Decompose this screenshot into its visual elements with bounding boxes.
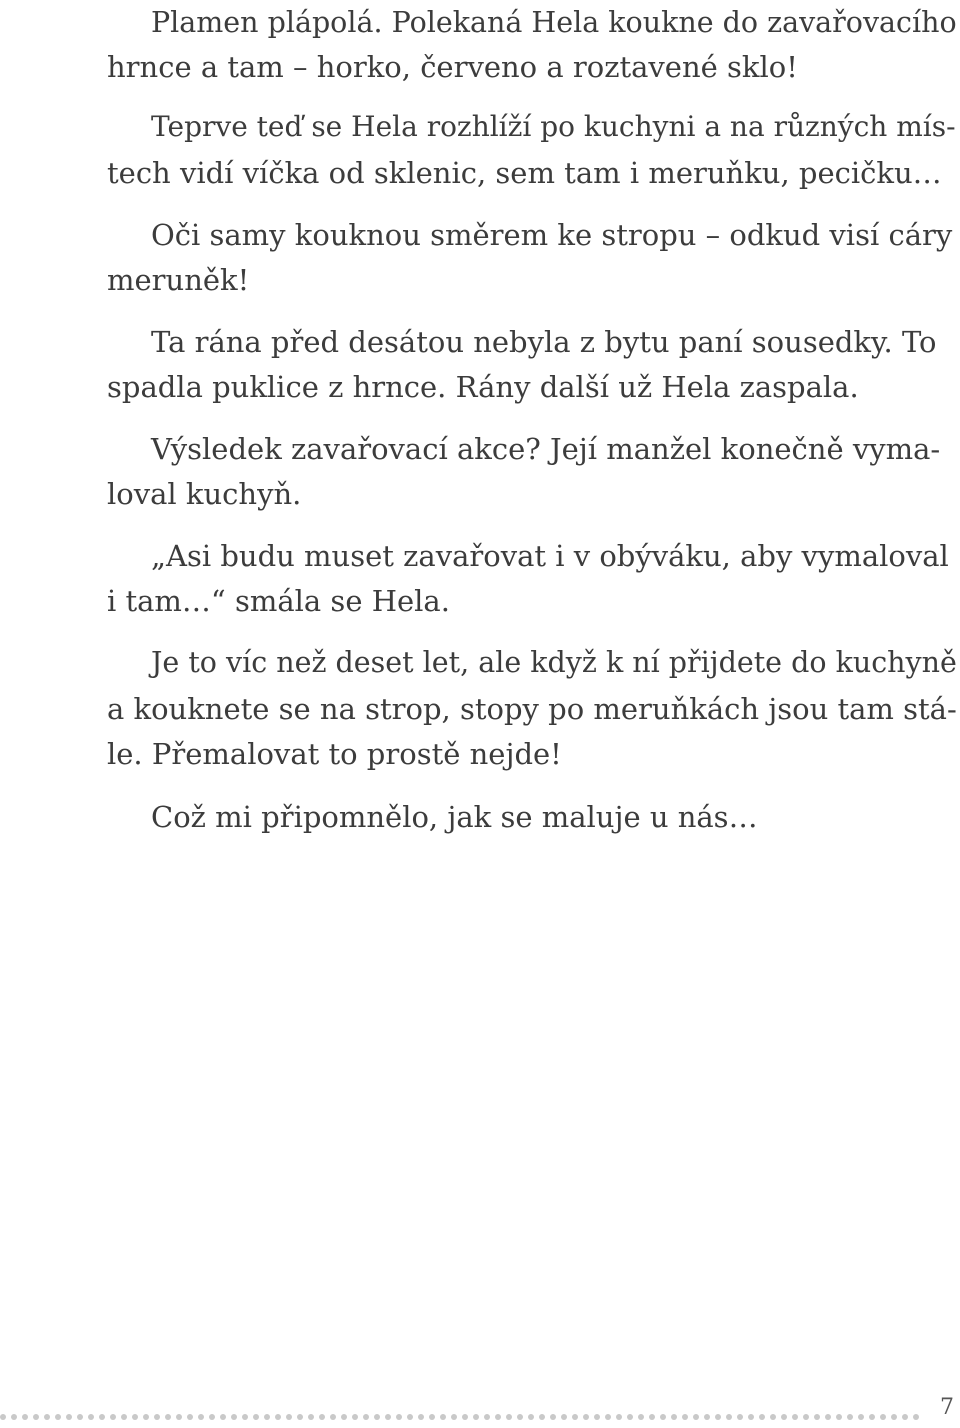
- footer-dot: [429, 1414, 435, 1420]
- footer-dot: [198, 1414, 204, 1420]
- footer-dot: [110, 1414, 116, 1420]
- footer-dot: [594, 1414, 600, 1420]
- footer-dot: [814, 1414, 820, 1420]
- footer-dot: [495, 1414, 501, 1420]
- text-line: tech vidí víčka od sklenic, sem tam i meruňku, pecičku…: [107, 156, 942, 190]
- footer-dot: [517, 1414, 523, 1420]
- footer-dot: [363, 1414, 369, 1420]
- footer-dot: [55, 1414, 61, 1420]
- text-line: le. Přemalovat to prostě nejde!: [107, 737, 562, 771]
- text-line: Výsledek zavařovací akce? Její manžel konečně vyma-: [151, 432, 941, 466]
- footer-dot: [165, 1414, 171, 1420]
- footer-dot: [902, 1414, 908, 1420]
- text-line: i tam…“ smála se Hela.: [107, 584, 450, 618]
- footer-dot: [792, 1414, 798, 1420]
- footer-dot: [759, 1414, 765, 1420]
- page-number: 7: [940, 1395, 954, 1420]
- text-line: Což mi připomnělo, jak se maluje u nás…: [151, 800, 758, 834]
- footer-dot: [11, 1414, 17, 1420]
- footer-dot: [121, 1414, 127, 1420]
- footer-dot: [748, 1414, 754, 1420]
- footer-dot: [550, 1414, 556, 1420]
- footer-dot: [418, 1414, 424, 1420]
- footer-dot: [396, 1414, 402, 1420]
- footer-dot: [176, 1414, 182, 1420]
- footer-dot: [891, 1414, 897, 1420]
- footer-dot: [22, 1414, 28, 1420]
- footer-dot: [44, 1414, 50, 1420]
- footer-dot: [440, 1414, 446, 1420]
- footer-dot: [451, 1414, 457, 1420]
- footer-dot: [154, 1414, 160, 1420]
- footer-dot: [33, 1414, 39, 1420]
- text-line: Oči samy kouknou směrem ke stropu – odkud visí cáry: [151, 218, 953, 252]
- footer-dot: [330, 1414, 336, 1420]
- footer-dot: [143, 1414, 149, 1420]
- footer-dot: [352, 1414, 358, 1420]
- footer-dot: [286, 1414, 292, 1420]
- footer-dot: [847, 1414, 853, 1420]
- text-line: Teprve teď se Hela rozhlíží po kuchyni a na různých mís-: [151, 110, 956, 143]
- footer-dot: [880, 1414, 886, 1420]
- text-line: Ta rána před desátou nebyla z bytu paní sousedky. To: [151, 325, 937, 359]
- footer-dot: [638, 1414, 644, 1420]
- footer-dot: [803, 1414, 809, 1420]
- footer-dot: [506, 1414, 512, 1420]
- footer-dot: [66, 1414, 72, 1420]
- footer-dot: [473, 1414, 479, 1420]
- footer-dot: [660, 1414, 666, 1420]
- footer-dot: [583, 1414, 589, 1420]
- text-line: spadla puklice z hrnce. Rány další už Hela zaspala.: [107, 370, 859, 404]
- text-line: Je to víc než deset let, ale když k ní přijdete do kuchyně: [151, 646, 957, 679]
- footer-dot: [374, 1414, 380, 1420]
- footer-dot: [726, 1414, 732, 1420]
- text-line: hrnce a tam – horko, červeno a roztavené sklo!: [107, 50, 798, 84]
- footer-dot: [253, 1414, 259, 1420]
- footer-dot: [341, 1414, 347, 1420]
- footer-dot: [385, 1414, 391, 1420]
- footer-dot: [231, 1414, 237, 1420]
- footer-dot: [242, 1414, 248, 1420]
- footer-dot: [528, 1414, 534, 1420]
- footer-dot: [572, 1414, 578, 1420]
- footer-dot: [319, 1414, 325, 1420]
- text-line: meruněk!: [107, 263, 250, 297]
- text-line: loval kuchyň.: [107, 477, 302, 511]
- footer-dot: [561, 1414, 567, 1420]
- footer-dot: [770, 1414, 776, 1420]
- footer-dot: [484, 1414, 490, 1420]
- footer-dot: [649, 1414, 655, 1420]
- footer-dot: [99, 1414, 105, 1420]
- footer-dot: [704, 1414, 710, 1420]
- footer-dot: [715, 1414, 721, 1420]
- dotted-footer-rule: [0, 1412, 930, 1422]
- footer-dot: [297, 1414, 303, 1420]
- text-line: a kouknete se na strop, stopy po meruňkách jsou tam stá-: [107, 692, 957, 726]
- footer-dot: [627, 1414, 633, 1420]
- footer-dot: [858, 1414, 864, 1420]
- footer-dot: [0, 1414, 6, 1420]
- footer-dot: [869, 1414, 875, 1420]
- footer-dot: [308, 1414, 314, 1420]
- footer-dot: [187, 1414, 193, 1420]
- footer-dot: [825, 1414, 831, 1420]
- text-line: „Asi budu muset zavařovat i v obýváku, aby vymaloval: [151, 539, 949, 573]
- footer-dot: [781, 1414, 787, 1420]
- footer-dot: [616, 1414, 622, 1420]
- footer-dot: [132, 1414, 138, 1420]
- footer-dot: [913, 1414, 919, 1420]
- footer-dot: [539, 1414, 545, 1420]
- footer-dot: [77, 1414, 83, 1420]
- footer-dot: [693, 1414, 699, 1420]
- footer-dot: [462, 1414, 468, 1420]
- footer-dot: [682, 1414, 688, 1420]
- footer-dot: [220, 1414, 226, 1420]
- footer-dot: [605, 1414, 611, 1420]
- text-line: Plamen plápolá. Polekaná Hela koukne do zavařovacího: [151, 6, 957, 39]
- footer-dot: [737, 1414, 743, 1420]
- footer-dot: [88, 1414, 94, 1420]
- footer-dot: [836, 1414, 842, 1420]
- footer-dot: [264, 1414, 270, 1420]
- footer-dot: [209, 1414, 215, 1420]
- footer-dot: [275, 1414, 281, 1420]
- footer-dot: [671, 1414, 677, 1420]
- footer-dot: [407, 1414, 413, 1420]
